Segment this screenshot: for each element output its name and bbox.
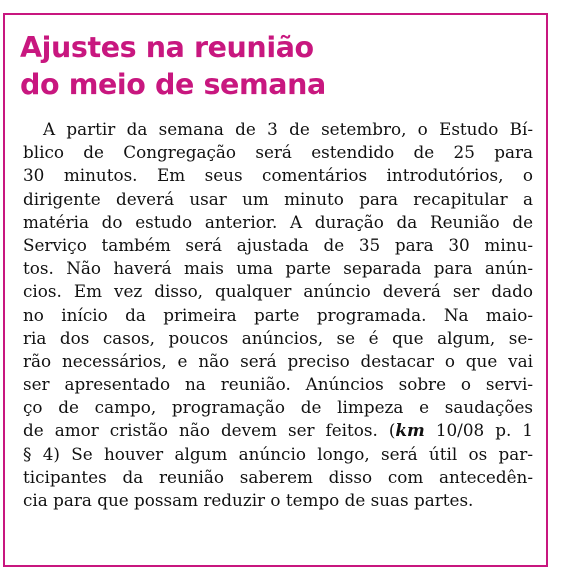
body-line-16: ticipantes da reunião saberem disso com antecedên-	[23, 466, 533, 487]
body-line-9: no início da primeira parte programada. Na maio-	[23, 304, 533, 325]
reference-publication: km	[395, 420, 425, 441]
body-line-8: cios. Em vez disso, qualquer anúncio deverá ser dado	[23, 281, 533, 302]
reference-location: 10/08 p. 1	[424, 420, 533, 441]
body-line-17: cia para que possam reduzir o tempo de suas partes.	[23, 490, 474, 510]
body-line-12: ser apresentado na reunião. Anúncios sobre o servi-	[23, 374, 533, 395]
reference-open: (	[388, 420, 396, 441]
body-line-15: § 4) Se houver algum anúncio longo, será útil os par-	[23, 443, 533, 464]
title-line-2: do meio de semana	[20, 68, 326, 101]
article-title	[20, 29, 326, 103]
body-line-4: dirigente deverá usar um minuto para recapitular a	[23, 188, 533, 209]
title-line-1: Ajustes na reunião	[20, 31, 314, 64]
body-line-5: matéria do estudo anterior. A duração da Reunião de	[23, 211, 533, 232]
body-line-14-text: de amor cristão não devem ser feitos.	[23, 420, 378, 441]
body-line-6: Serviço também será ajustada de 35 para 30 minu-	[23, 234, 533, 255]
body-line-13: ço de campo, programação de limpeza e saudações	[23, 397, 533, 418]
body-line-1: A partir da semana de 3 de setembro, o Estudo Bí-	[43, 119, 533, 139]
body-line-3: 30 minutos. Em seus comentários introdutórios, o	[23, 165, 533, 186]
body-line-2: blico de Congregação será estendido de 25 para	[23, 142, 533, 163]
body-line-7: tos. Não haverá mais uma parte separada para anún-	[23, 258, 533, 279]
article-body	[23, 118, 533, 512]
body-line-11: rão necessários, e não será preciso destacar o que vai	[23, 350, 533, 371]
body-line-10: ria dos casos, poucos anúncios, se é que algum, se-	[23, 327, 533, 348]
body-line-14	[23, 419, 533, 442]
